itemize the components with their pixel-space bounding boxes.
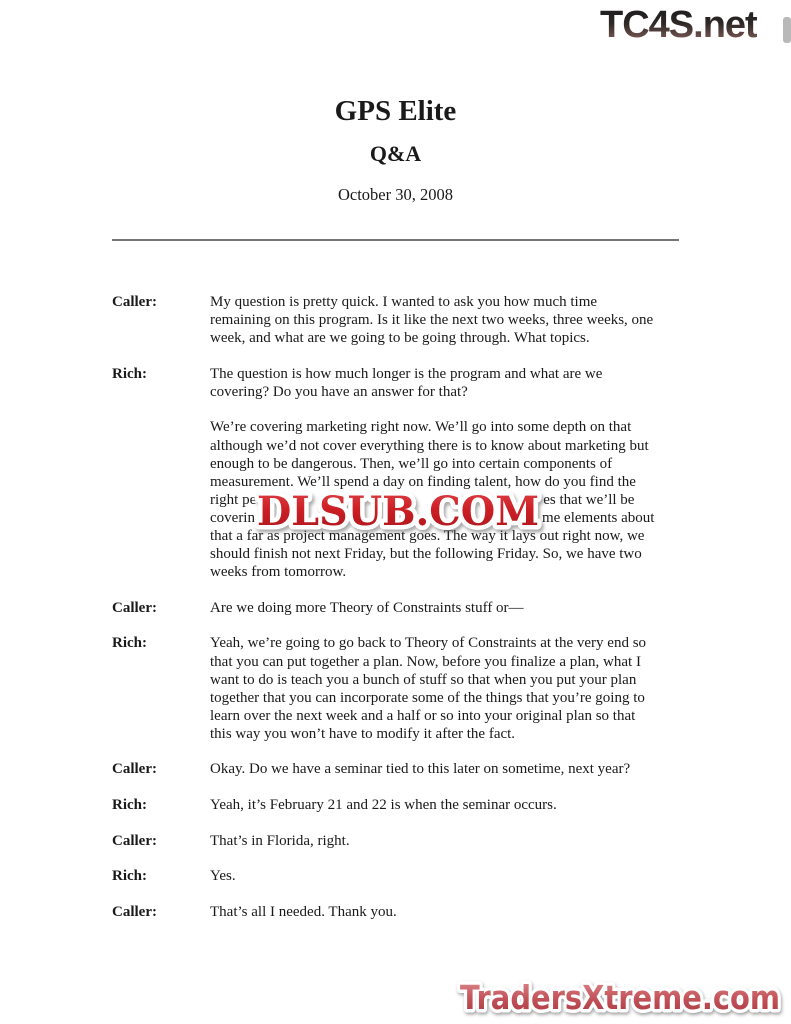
speech-line: That’s in Florida, right. <box>210 832 350 849</box>
speech-text <box>210 293 687 347</box>
speech-line: Okay. Do we have a seminar tied to this later on sometime, next year? <box>210 761 631 778</box>
speech-line: that a far as project management goes. The way it lays out right now, we <box>210 528 645 545</box>
page-subtitle: Q&A <box>369 141 422 166</box>
speech-text <box>210 365 687 401</box>
page-title: GPS Elite <box>334 95 457 127</box>
dialogue-entry <box>112 634 687 743</box>
dialogue <box>112 293 687 938</box>
speech-line: We’re covering marketing right now. We’ll go into some depth on that <box>210 419 632 436</box>
speech-line: right pe es that we’ll be <box>210 491 635 508</box>
dialogue-entry <box>112 796 687 814</box>
speech-line: The question is how much longer is the program and what are we <box>210 365 603 382</box>
speaker-label: Caller: <box>112 599 157 616</box>
speech-text <box>210 760 687 778</box>
speaker-label: Caller: <box>112 903 157 920</box>
speech-line: week, and what are we going to be going through. What topics. <box>210 330 590 347</box>
dialogue-entry <box>112 832 687 850</box>
dialogue-entry <box>112 599 687 617</box>
dlsub-watermark-text: DLSUB.COM <box>257 488 539 535</box>
speech-line: enough to be dangerous. Then, we’ll go into certain components of <box>210 455 613 472</box>
speech-line: together that you can incorporate some of the things that you’re going to <box>210 689 645 706</box>
speech-line: Yes. <box>210 868 236 885</box>
corner-mark <box>783 17 791 43</box>
dialogue-entry <box>112 760 687 778</box>
speech-line: coverin me elements about <box>210 509 655 526</box>
speaker-label: Caller: <box>112 294 157 310</box>
speaker-label: Caller: <box>112 832 157 849</box>
tradersxtreme-logo-text: TradersXtreme.com <box>460 978 780 1017</box>
speech-line: Are we doing more Theory of Constraints stuff or— <box>210 599 524 616</box>
speaker-label: Rich: <box>112 797 147 814</box>
tc4s-logo: TC4S.net <box>600 4 757 46</box>
speech-line: want to do is teach you a bunch of stuff so that when you put your plan <box>210 671 637 688</box>
speech-line: remaining on this program. Is it like the next two weeks, three weeks, one <box>210 312 654 329</box>
speech-line: covering? Do you have an answer for that? <box>210 383 468 400</box>
speaker-label: Rich: <box>112 365 147 382</box>
speech-text <box>210 796 687 814</box>
speech-line: that you can put together a plan. Now, before you finalize a plan, what I <box>210 653 641 670</box>
header-divider <box>112 239 679 241</box>
document-header <box>0 94 791 205</box>
speech-text <box>210 867 687 885</box>
speaker-label: Rich: <box>112 868 147 885</box>
speech-line: should finish not next Friday, but the following Friday. So, we have two <box>210 546 642 563</box>
document-date: October 30, 2008 <box>337 185 454 204</box>
speech-line: this way you won’t have to modify it after the fact. <box>210 725 516 742</box>
speech-line: My question is pretty quick. I wanted to ask you how much time <box>210 294 598 310</box>
speech-text <box>210 903 687 921</box>
speech-text <box>210 599 687 617</box>
speech-line: although we’d not cover everything there is to know about marketing but <box>210 437 649 454</box>
dialogue-entry <box>112 867 687 885</box>
speaker-label: Caller: <box>112 761 157 778</box>
speech-line: measurement. We’ll spend a day on finding talent, how do you find the <box>210 473 636 490</box>
dialogue-entry <box>112 903 687 921</box>
dialogue-entry <box>112 293 687 347</box>
speech-line: learn over the next week and a half or so into your original plan so that <box>210 707 636 724</box>
speech-text <box>210 634 687 743</box>
speaker-label: Rich: <box>112 635 147 652</box>
dialogue-entry <box>112 365 687 401</box>
dlsub-watermark <box>246 486 550 540</box>
speech-line: weeks from tomorrow. <box>210 564 347 581</box>
speech-line: Yeah, it’s February 21 and 22 is when the seminar occurs. <box>210 797 557 814</box>
speech-line: Yeah, we’re going to go back to Theory of Constraints at the very end so <box>210 635 647 652</box>
tradersxtreme-logo <box>450 977 791 1021</box>
speech-line: That’s all I needed. Thank you. <box>210 903 397 920</box>
speech-text <box>210 832 687 850</box>
speaker-label <box>112 418 210 581</box>
